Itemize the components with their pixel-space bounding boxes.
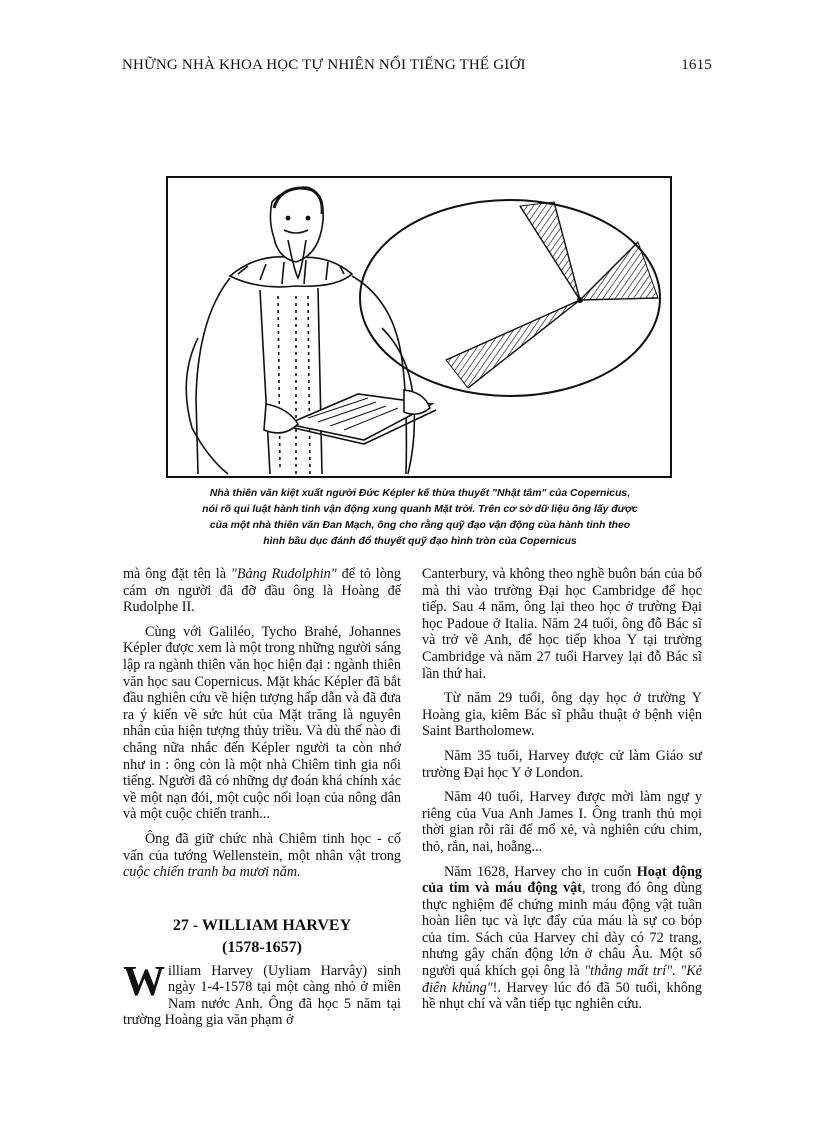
section-heading	[123, 915, 401, 959]
paragraph: Năm 1628, Harvey cho in cuốn Hoạt động của tim và máu động vật, trong đó ông dùng thực nghiệm để chứng minh máu động vật tuần hoàn liên tục và lực đẩy của máu là sự co bóp của tim. Sách của Harvey chỉ dày có 72 trang, nhưng gây chấn động lớn ở châu Âu. Một số người quá khích gọi ông là "thằng mất trí". "Kẻ điên khùng"!. Harvey lúc đó đã 50 tuổi, không hề nhụt chí và vẫn tiếp tục nghiên cứu.	[422, 863, 702, 1013]
orbit-sector-bottom	[446, 300, 580, 388]
bold-book-title: Hoạt động của tim và máu động vật	[422, 863, 702, 897]
orbit-sector-right	[580, 242, 658, 300]
italic-quote: "thằng mất trí". "Kẻ điên khùng"	[422, 963, 702, 996]
paragraph: Canterbury, và không theo nghề buôn bán của bố mà thi vào trường Đại học Cambridge để học tiếp. Sau 4 năm, ông lại theo học ở trường Đại học Padoue ở Italia. Năm 24 tuổi, ông đỗ Bác sĩ và trở về Anh, để học tiếp khoa Y tại trường Cambridge và năm 27 tuổi Harvey lại đỗ Bác sĩ lần thứ hai.	[422, 566, 702, 682]
running-title: NHỮNG NHÀ KHOA HỌC TỰ NHIÊN NỔI TIẾNG THẾ GIỚI	[122, 57, 526, 73]
page-number: 1615	[681, 57, 712, 73]
caption-line: Nhà thiên văn kiệt xuất người Đức Képler kế thừa thuyết "Nhật tâm" của Copernicus,	[209, 488, 631, 499]
kepler-illustration	[166, 176, 672, 478]
caption-line: hình bầu dục đánh đổ thuyết quỹ đạo hình tròn của Copernicus	[263, 536, 577, 547]
orbit-sector-top	[520, 202, 580, 300]
kepler-figure	[186, 188, 436, 474]
caption-line: nói rõ qui luật hành tinh vận động xung quanh Mặt trời. Trên cơ sở dữ liệu ông lấy được	[202, 504, 638, 515]
paragraph: William Harvey (Uyliam Harvây) sinh ngày 1-4-1578 tại một càng nhỏ ở miền Nam nước Anh. Ông đã học 5 năm tại trường Hoàng gia văn phạm ở	[123, 958, 401, 1029]
sun-focus	[577, 297, 583, 303]
paragraph: Năm 40 tuổi, Harvey được mời làm ngự y riêng của Vua Anh James I. Ông tranh thủ mọi thời gian rỗi rãi để mổ xẻ, và nghiên cứu chim, thỏ, rắn, nai, hoẵng...	[422, 789, 702, 855]
left-column	[123, 566, 401, 1037]
italic-phrase: cuộc chiến tranh ba mươi năm.	[123, 864, 301, 881]
drop-cap: W	[123, 958, 165, 1005]
paragraph: Năm 35 tuổi, Harvey được cử làm Giáo sư trường Đại học Y ở London.	[422, 747, 702, 781]
paragraph: mà ông đặt tên là "Bảng Rudolphin" để tỏ lòng cám ơn người đã đỡ đầu ông là Hoàng đế Rudolphe II.	[123, 566, 401, 616]
section-heading-name: 27 - WILLIAM HARVEY	[172, 916, 352, 934]
figure-caption	[140, 486, 700, 550]
paragraph: Từ năm 29 tuổi, ông dạy học ở trường Y Hoàng gia, kiêm Bác sĩ phẫu thuật ở bệnh viện Saint Bartholomew.	[422, 690, 702, 740]
paragraph: Cùng với Galiléo, Tycho Brahé, Johannes Képler được xem là một trong những người sáng lập ra ngành thiên văn học hiện đại : ngành thiên văn học sau Copernicus. Mặt khác Képler đã bắt đầu nghiên cứu về hiện tượng hấp dẫn và đã đưa ra ý kiến về sức hút của Mặt trăng là nguyên nhân của hiện tượng thủy triều. Và dù thế nào đi chăng nữa nhắc đến Képler người ta còn nhớ như in : ông còn là một nhà Chiêm tinh gia nổi tiếng. Người đã có những dự đoán khá chính xác về một nạn đói, một cuộc nổi loạn của nông dân và một cuộc chiến tranh...	[123, 623, 401, 823]
caption-line: của một nhà thiên văn Đan Mạch, ông cho rằng quỹ đạo vận động của hành tinh theo	[209, 520, 631, 531]
italic-title: "Bảng Rudolphin"	[230, 566, 337, 582]
right-column	[422, 566, 702, 1021]
paragraph: Ông đã giữ chức nhà Chiêm tinh học - cố vấn của tướng Wellenstein, một nhân vật trong cuộc chiến tranh ba mươi năm.	[123, 830, 401, 881]
illustration-drawing	[168, 178, 670, 476]
section-heading-years: (1578-1657)	[222, 938, 302, 956]
running-header	[122, 57, 712, 79]
